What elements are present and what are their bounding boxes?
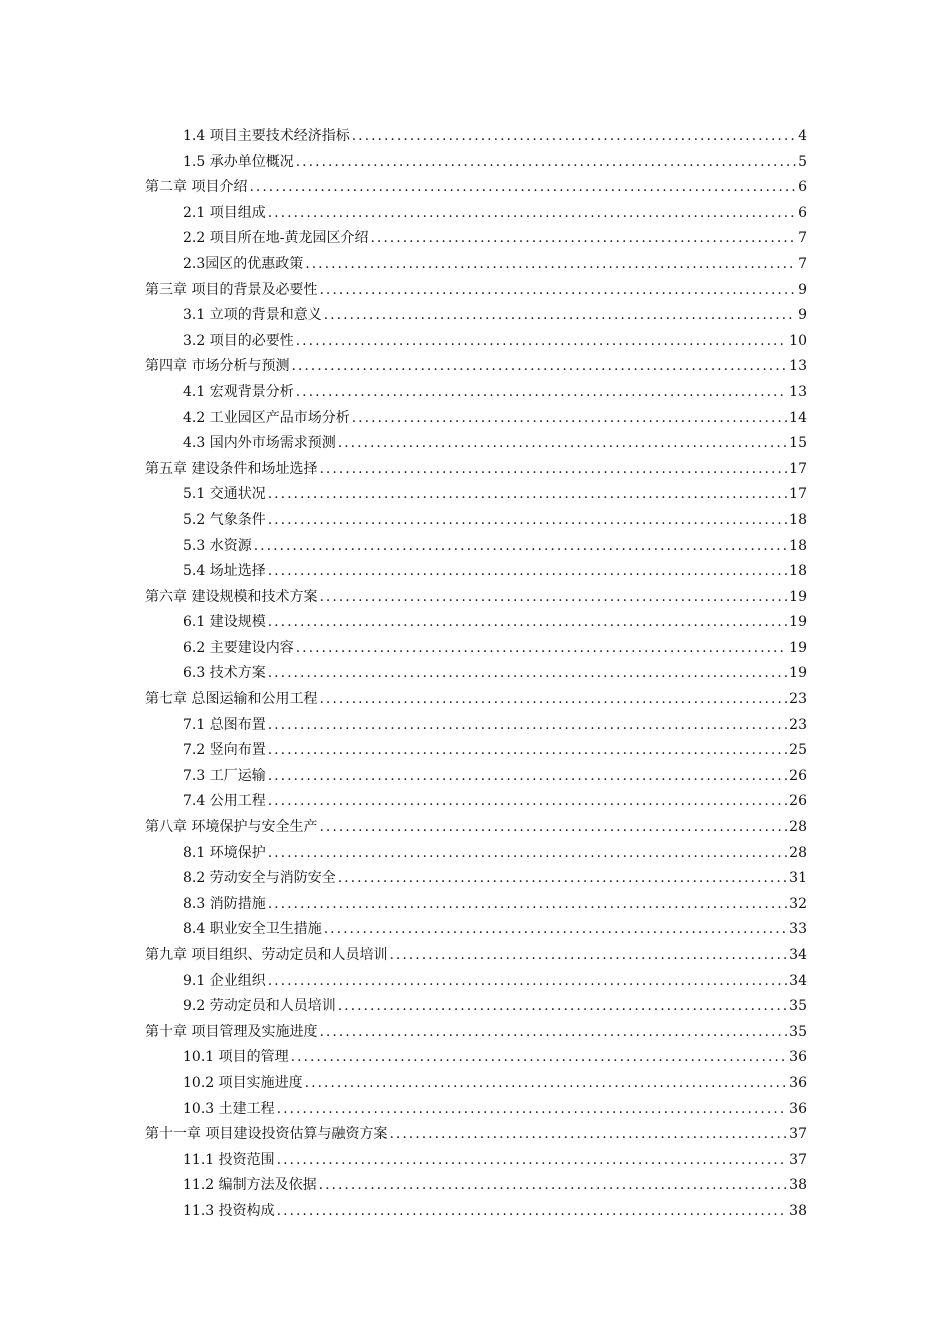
toc-dot-leader <box>338 431 787 457</box>
toc-dot-leader <box>291 354 787 380</box>
toc-page-number: 36 <box>789 1100 807 1117</box>
toc-page-number: 35 <box>789 998 807 1015</box>
toc-dot-leader <box>338 994 787 1020</box>
toc-section-entry[interactable] <box>145 661 807 687</box>
toc-entry-title: 7.1 总图布置 <box>183 716 266 733</box>
toc-section-entry[interactable] <box>145 482 807 508</box>
toc-page-number: 19 <box>789 588 807 605</box>
toc-dot-leader <box>249 175 796 201</box>
toc-page-number: 36 <box>789 1049 807 1066</box>
toc-section-entry[interactable] <box>145 610 807 636</box>
toc-dot-leader <box>268 559 787 585</box>
toc-section-entry[interactable] <box>145 226 807 252</box>
toc-dot-leader <box>352 406 787 432</box>
toc-page-number: 7 <box>798 230 807 247</box>
toc-entry-title: 第十一章 项目建设投资估算与融资方案 <box>145 1126 388 1143</box>
toc-page-number: 26 <box>789 793 807 810</box>
toc-page-number: 33 <box>789 921 807 938</box>
toc-chapter-entry[interactable] <box>145 278 807 304</box>
toc-section-entry[interactable] <box>145 303 807 329</box>
toc-entry-title: 第五章 建设条件和场址选择 <box>145 460 318 477</box>
toc-entry-title: 4.3 国内外市场需求预测 <box>183 435 336 452</box>
toc-page-number: 26 <box>789 767 807 784</box>
toc-dot-leader <box>324 917 787 943</box>
toc-section-entry[interactable] <box>145 150 807 176</box>
toc-entry-title: 11.3 投资构成 <box>183 1202 275 1219</box>
toc-entry-title: 5.1 交通状况 <box>183 486 266 503</box>
toc-entry-title: 1.5 承办单位概况 <box>183 153 294 170</box>
toc-dot-leader <box>268 508 787 534</box>
toc-section-entry[interactable] <box>145 1097 807 1123</box>
toc-entry-title: 4.1 宏观背景分析 <box>183 383 294 400</box>
toc-dot-leader <box>305 1071 788 1097</box>
toc-dot-leader <box>291 1045 788 1071</box>
toc-page-number: 36 <box>789 1074 807 1091</box>
toc-section-entry[interactable] <box>145 1045 807 1071</box>
toc-dot-leader <box>338 866 787 892</box>
toc-page-number: 10 <box>789 332 807 349</box>
toc-chapter-entry[interactable] <box>145 1020 807 1046</box>
toc-entry-title: 10.1 项目的管理 <box>183 1049 289 1066</box>
toc-page-number: 14 <box>789 409 807 426</box>
toc-page-number: 17 <box>789 486 807 503</box>
toc-entry-title: 8.4 职业安全卫生措施 <box>183 921 322 938</box>
toc-page-number: 31 <box>789 870 807 887</box>
toc-entry-title: 第十章 项目管理及实施进度 <box>145 1023 318 1040</box>
toc-chapter-entry[interactable] <box>145 175 807 201</box>
toc-entry-title: 7.4 公用工程 <box>183 793 266 810</box>
toc-section-entry[interactable] <box>145 508 807 534</box>
toc-dot-leader <box>268 969 787 995</box>
toc-dot-leader <box>319 1173 788 1199</box>
toc-page-number: 19 <box>789 639 807 656</box>
toc-dot-leader <box>268 841 787 867</box>
toc-section-entry[interactable] <box>145 841 807 867</box>
toc-entry-title: 第二章 项目介绍 <box>145 179 248 196</box>
toc-dot-leader <box>296 150 796 176</box>
toc-page-number: 32 <box>789 895 807 912</box>
toc-dot-leader <box>268 482 787 508</box>
toc-dot-leader <box>389 943 787 969</box>
toc-dot-leader <box>319 278 796 304</box>
toc-entry-title: 2.3园区的优惠政策 <box>183 255 304 272</box>
toc-section-entry[interactable] <box>145 764 807 790</box>
toc-dot-leader <box>268 892 787 918</box>
toc-section-entry[interactable] <box>145 534 807 560</box>
toc-page-number: 6 <box>798 179 807 196</box>
toc-page-number: 9 <box>798 281 807 298</box>
toc-dot-leader <box>296 329 787 355</box>
toc-section-entry[interactable] <box>145 329 807 355</box>
toc-dot-leader <box>370 226 796 252</box>
toc-page-number: 13 <box>789 383 807 400</box>
toc-dot-leader <box>268 789 787 815</box>
toc-chapter-entry[interactable] <box>145 354 807 380</box>
toc-page-number: 37 <box>789 1126 807 1143</box>
toc-entry-title: 第七章 总图运输和公用工程 <box>145 691 318 708</box>
toc-page-number: 5 <box>798 153 807 170</box>
toc-page-number: 7 <box>798 255 807 272</box>
toc-dot-leader <box>268 661 787 687</box>
toc-dot-leader <box>268 713 787 739</box>
toc-dot-leader <box>389 1122 787 1148</box>
toc-page-number: 38 <box>789 1202 807 1219</box>
toc-entry-title: 6.1 建设规模 <box>183 614 266 631</box>
toc-dot-leader <box>268 764 787 790</box>
toc-section-entry[interactable] <box>145 406 807 432</box>
toc-entry-title: 8.2 劳动安全与消防安全 <box>183 870 336 887</box>
toc-chapter-entry[interactable] <box>145 457 807 483</box>
toc-entry-title: 第八章 环境保护与安全生产 <box>145 819 318 836</box>
toc-entry-title: 5.4 场址选择 <box>183 563 266 580</box>
toc-section-entry[interactable] <box>145 789 807 815</box>
toc-entry-title: 2.2 项目所在地-黄龙园区介绍 <box>183 230 369 247</box>
toc-chapter-entry[interactable] <box>145 1122 807 1148</box>
toc-section-entry[interactable] <box>145 201 807 227</box>
toc-dot-leader <box>296 380 787 406</box>
toc-entry-title: 3.1 立项的背景和意义 <box>183 307 322 324</box>
toc-entry-title: 11.2 编制方法及依据 <box>183 1177 317 1194</box>
toc-page-number: 6 <box>798 204 807 221</box>
toc-page-number: 4 <box>798 128 807 144</box>
toc-dot-leader <box>268 610 787 636</box>
toc-section-entry[interactable] <box>145 917 807 943</box>
toc-section-entry[interactable] <box>145 969 807 995</box>
toc-entry-title: 8.1 环境保护 <box>183 844 266 861</box>
toc-page-number: 13 <box>789 358 807 375</box>
toc-section-entry[interactable] <box>145 124 807 150</box>
toc-entry-title: 2.1 项目组成 <box>183 204 266 221</box>
toc-section-entry[interactable] <box>145 1071 807 1097</box>
toc-dot-leader <box>277 1148 788 1174</box>
toc-page-number: 37 <box>789 1151 807 1168</box>
toc-entry-title: 7.2 竖向布置 <box>183 742 266 759</box>
toc-page-number: 28 <box>789 819 807 836</box>
toc-page-number: 23 <box>789 691 807 708</box>
toc-section-entry[interactable] <box>145 866 807 892</box>
toc-chapter-entry[interactable] <box>145 943 807 969</box>
toc-entry-title: 11.1 投资范围 <box>183 1151 275 1168</box>
toc-entry-title: 4.2 工业园区产品市场分析 <box>183 409 350 426</box>
toc-dot-leader <box>319 585 787 611</box>
toc-page-number: 18 <box>789 511 807 528</box>
toc-dot-leader <box>324 303 796 329</box>
toc-entry-title: 1.4 项目主要技术经济指标 <box>183 128 350 144</box>
toc-dot-leader <box>319 457 787 483</box>
toc-section-entry[interactable] <box>145 559 807 585</box>
toc-page-number: 9 <box>798 307 807 324</box>
toc-section-entry[interactable] <box>145 1199 807 1225</box>
toc-entry-title: 9.1 企业组织 <box>183 972 266 989</box>
toc-page-number: 35 <box>789 1023 807 1040</box>
toc-entry-title: 6.3 技术方案 <box>183 665 266 682</box>
toc-entry-title: 第四章 市场分析与预测 <box>145 358 290 375</box>
toc-section-entry[interactable] <box>145 738 807 764</box>
toc-dot-leader <box>268 738 787 764</box>
toc-entry-title: 5.2 气象条件 <box>183 511 266 528</box>
toc-page-number: 18 <box>789 563 807 580</box>
toc-entry-title: 5.3 水资源 <box>183 537 252 554</box>
toc-chapter-entry[interactable] <box>145 687 807 713</box>
toc-section-entry[interactable] <box>145 994 807 1020</box>
toc-entry-title: 6.2 主要建设内容 <box>183 639 294 656</box>
toc-dot-leader <box>296 636 787 662</box>
toc-page-number: 34 <box>789 947 807 963</box>
toc-chapter-entry[interactable] <box>145 815 807 841</box>
toc-entry-title: 10.2 项目实施进度 <box>183 1074 303 1091</box>
toc-dot-leader <box>277 1097 788 1123</box>
toc-entry-title: 8.3 消防措施 <box>183 895 266 912</box>
toc-dot-leader <box>268 201 796 227</box>
toc-page-number: 19 <box>789 614 807 631</box>
toc-page-number: 15 <box>789 435 807 452</box>
toc-page-number: 23 <box>789 716 807 733</box>
toc-dot-leader <box>319 815 787 841</box>
toc-dot-leader <box>305 252 796 278</box>
toc-entry-title: 第三章 项目的背景及必要性 <box>145 281 318 298</box>
toc-entry-title: 9.2 劳动定员和人员培训 <box>183 998 336 1015</box>
toc-dot-leader <box>277 1199 788 1225</box>
toc-page-number: 25 <box>789 742 807 759</box>
toc-page-number: 38 <box>789 1177 807 1194</box>
toc-page-number: 28 <box>789 844 807 861</box>
toc-entry-title: 第六章 建设规模和技术方案 <box>145 588 318 605</box>
toc-entry-title: 10.3 土建工程 <box>183 1100 275 1117</box>
toc-page-number: 17 <box>789 460 807 477</box>
toc-section-entry[interactable] <box>145 380 807 406</box>
toc-section-entry[interactable] <box>145 636 807 662</box>
toc-section-entry[interactable] <box>145 1148 807 1174</box>
toc-page-number: 34 <box>789 972 807 989</box>
toc-dot-leader <box>319 1020 787 1046</box>
toc-dot-leader <box>319 687 787 713</box>
toc-section-entry[interactable] <box>145 431 807 457</box>
toc-section-entry[interactable] <box>145 892 807 918</box>
toc-entry-title: 7.3 工厂运输 <box>183 767 266 784</box>
toc-section-entry[interactable] <box>145 1173 807 1199</box>
toc-page-number: 18 <box>789 537 807 554</box>
toc-dot-leader <box>352 124 796 150</box>
toc-entry-title: 第九章 项目组织、劳动定员和人员培训 <box>145 947 388 963</box>
toc-section-entry[interactable] <box>145 713 807 739</box>
table-of-contents <box>145 124 807 1225</box>
toc-chapter-entry[interactable] <box>145 585 807 611</box>
toc-dot-leader <box>254 534 787 560</box>
toc-entry-title: 3.2 项目的必要性 <box>183 332 294 349</box>
toc-page-number: 19 <box>789 665 807 682</box>
toc-section-entry[interactable] <box>145 252 807 278</box>
